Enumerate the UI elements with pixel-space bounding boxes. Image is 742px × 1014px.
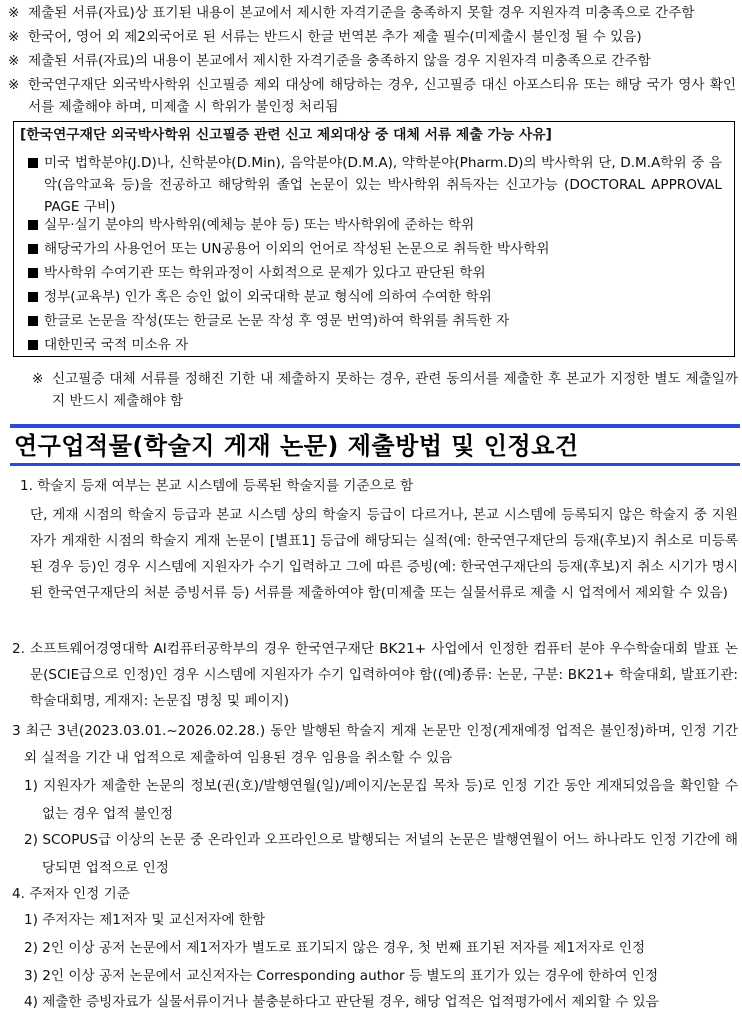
list-item-text: 한글로 논문을 작성(또는 한글로 논문 작성 후 영문 번역)하여 학위를 취득한 자: [44, 313, 510, 329]
reference-mark: ※: [8, 53, 20, 69]
item-4: 4. 주저자 인정 기준: [12, 886, 130, 902]
list-item: [44, 152, 722, 218]
item-1-body: 단, 게재 시점의 학술지 등급과 본교 시스템 상의 학술지 등급이 다르거나, 본교 시스템에 등록되지 않은 학술지 중 지원자가 게재한 시점의 학술지 게재 논문이 [별표1] 등급에 해당되는 실적(예: 한국연구재단의 등재(후보)지 취소로 미등록된 경우 등)인 경우 시스템에 지원자가 수기 입력하고 그에 따른 증빙(예: 한국연구재단의 등재(후보)지 취소 시기가 명시된 한국연구재단의 처분 증빙서류 등) 서류를 제출하여야 함(미제출 또는 실물서류로 제출 시 업적에서 제외할 수 있음): [30, 507, 738, 601]
reference-mark: ※: [8, 29, 20, 45]
list-item: [44, 262, 722, 284]
reference-mark: ※: [8, 5, 20, 21]
notice-text: 제출된 서류(자료)상 표기된 내용이 본교에서 제시한 자격기준을 충족하지 못할 경우 지원자격 미충족으로 간주함: [28, 5, 695, 21]
heading-rule-bottom: [10, 463, 740, 466]
section-heading: [10, 424, 740, 466]
list-item: [44, 334, 722, 356]
notice-line: [8, 50, 736, 72]
section-heading-text: 연구업적물(학술지 게재 논문) 제출방법 및 인정요건: [14, 432, 579, 460]
notice-text: 한국연구재단 외국박사학위 신고필증 제외 대상에 해당하는 경우, 신고필증 대신 아포스티유 또는 해당 국가 영사 확인서를 제출해야 하며, 미제출 시 학위가 불인정 처리됨: [28, 77, 736, 115]
list-item: [44, 286, 722, 308]
item-4-sub-4: 4) 제출한 증빙자료가 실물서류이거나 불충분하다고 판단될 경우, 해당 업적은 업적평가에서 제외할 수 있음: [24, 994, 659, 1010]
list-item: [44, 214, 722, 236]
heading-rule-top: [10, 424, 740, 428]
list-item-text: 미국 법학분야(J.D)나, 신학분야(D.Min), 음악분야(D.M.A), 약학분야(Pharm.D)의 박사학위 단, D.M.A학위 중 음악(음악교육 등)을 전공하고 해당학위 졸업 논문이 있는 박사학위 취득자는 신고가능 (DOCTORAL APPROVAL PAGE 구비): [44, 155, 722, 215]
list-item-text: 정부(교육부) 인가 혹은 승인 없이 외국대학 분교 형식에 의하여 수여한 학위: [44, 289, 492, 305]
item-4-sub-2: 2) 2인 이상 공저 논문에서 제1저자가 별도로 표기되지 않은 경우, 첫 번째 표기된 저자를 제1저자로 인정: [24, 940, 646, 956]
item-2: 2. 소프트웨어경영대학 AI컴퓨터공학부의 경우 한국연구재단 BK21+ 사업에서 인정한 컴퓨터 분야 우수학술대회 발표 논문(SCIE급으로 인정)인 경우 시스템에 지원자가 수기 입력하여야 함((예)종류: 논문, 구분: BK21+ 학술대회, 발표기관: 학술대회명, 게재지: 논문집 명칭 및 페이지): [12, 641, 738, 709]
square-bullet-icon: [28, 292, 38, 302]
notice-line: [32, 368, 738, 412]
notice-line: [8, 74, 736, 118]
notice-text: 신고필증 대체 서류를 정해진 기한 내 제출하지 못하는 경우, 관련 동의서를 제출한 후 본교가 지정한 별도 제출일까지 반드시 제출해야 함: [52, 371, 738, 409]
item-4-sub-3: 3) 2인 이상 공저 논문에서 교신저자는 Corresponding author 등 별도의 표기가 있는 경우에 한하여 인정: [24, 968, 659, 984]
notice-line: [8, 2, 736, 24]
item-4-sub-1: 1) 주저자는 제1저자 및 교신저자에 한함: [24, 912, 266, 928]
list-item-text: 실무·실기 분야의 박사학위(예체능 분야 등) 또는 박사학위에 준하는 학위: [44, 217, 475, 233]
notice-text: 한국어, 영어 외 제2외국어로 된 서류는 반드시 한글 번역본 추가 제출 필수(미제출시 불인정 될 수 있음): [28, 29, 642, 45]
list-item: [44, 310, 722, 332]
notice-text: 제출된 서류(자료)의 내용이 본교에서 제시한 자격기준을 충족하지 않을 경우 지원자격 미충족으로 간주함: [28, 53, 651, 69]
list-item-text: 대한민국 국적 미소유 자: [44, 337, 189, 353]
square-bullet-icon: [28, 220, 38, 230]
square-bullet-icon: [28, 340, 38, 350]
list-item-text: 해당국가의 사용언어 또는 UN공용어 이외의 언어로 작성된 논문으로 취득한 박사학위: [44, 241, 550, 257]
notice-line: [8, 26, 736, 48]
item-3: 3 최근 3년(2023.03.01.~2026.02.28.) 동안 발행된 학술지 게재 논문만 인정(게재예정 업적은 불인정)하며, 인정 기간 외 실적을 기간 내 업적으로 제출하여 임용된 경우 임용을 취소할 수 있음: [12, 723, 738, 766]
box-title: [한국연구재단 외국박사학위 신고필증 관련 신고 제외대상 중 대체 서류 제출 가능 사유]: [20, 127, 552, 143]
reference-mark: ※: [8, 77, 20, 93]
item-3-sub-1: 1) 지원자가 제출한 논문의 정보(권(호)/발행연월(일)/페이지/논문집 목차 등)로 인정 기간 동안 게재되었음을 확인할 수 없는 경우 업적 불인정: [24, 778, 738, 822]
square-bullet-icon: [28, 268, 38, 278]
square-bullet-icon: [28, 316, 38, 326]
list-item-text: 박사학위 수여기관 또는 학위과정이 사회적으로 문제가 있다고 판단된 학위: [44, 265, 486, 281]
item-1-title: 1. 학술지 등재 여부는 본교 시스템에 등록된 학술지를 기준으로 함: [20, 478, 414, 494]
reference-mark: ※: [32, 371, 44, 387]
square-bullet-icon: [28, 158, 38, 168]
square-bullet-icon: [28, 244, 38, 254]
item-3-sub-2: 2) SCOPUS급 이상의 논문 중 온라인과 오프라인으로 발행되는 저널의 논문은 발행연월이 어느 하나라도 인정 기간에 해당되면 업적으로 인정: [24, 832, 738, 876]
list-item: [44, 238, 722, 260]
substitute-documents-box: [13, 121, 735, 357]
